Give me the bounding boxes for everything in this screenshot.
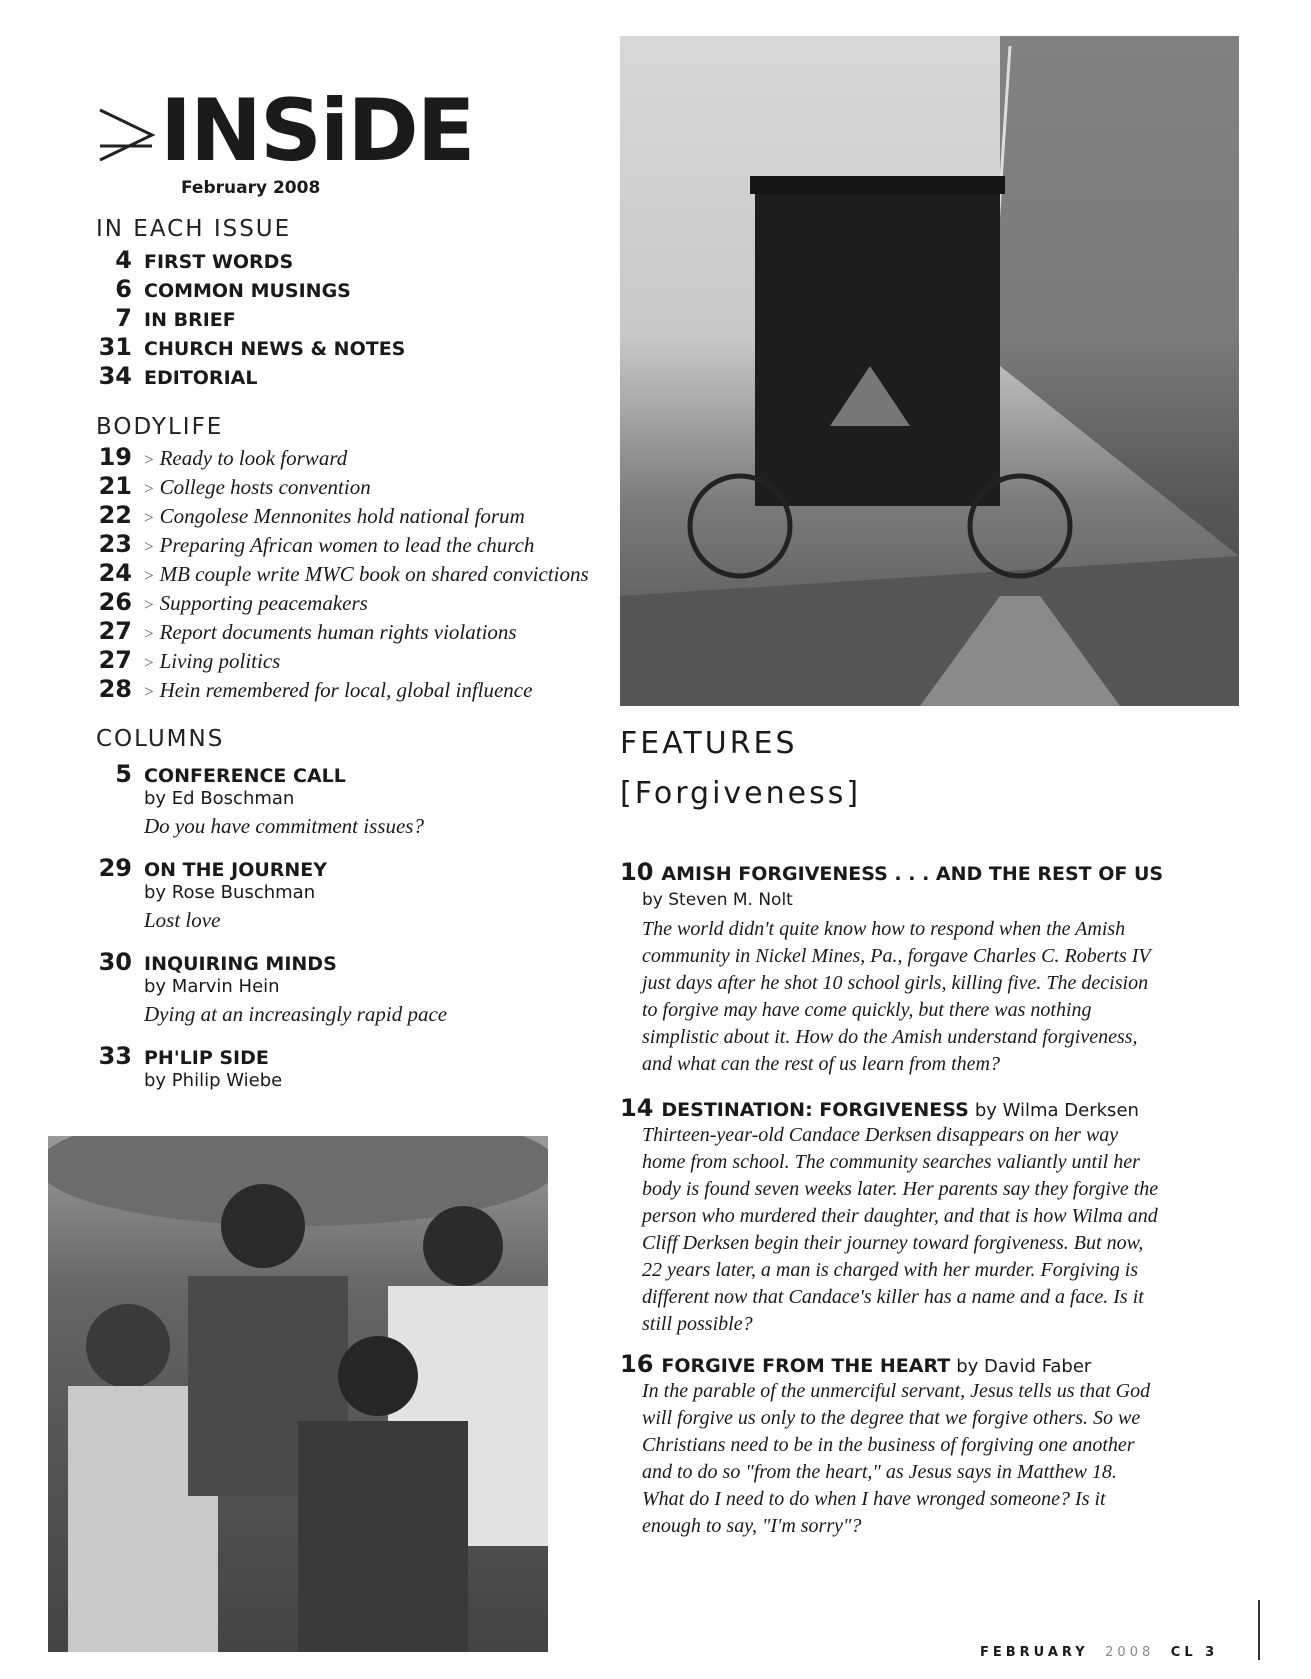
bodylife-heading: BODYLIFE <box>96 414 224 440</box>
bodylife-item-label: Living politics <box>159 649 281 673</box>
inside-arrow-icon <box>96 104 158 166</box>
column-item[interactable] <box>96 1042 269 1070</box>
bodylife-marker: > <box>144 624 154 643</box>
column-item-label: CONFERENCE CALL <box>144 765 346 787</box>
bodylife-item-page: 28 <box>98 675 132 703</box>
issue-item-page: 31 <box>98 333 132 361</box>
in-each-issue-heading: IN EACH ISSUE <box>96 216 292 242</box>
bodylife-marker: > <box>144 566 154 585</box>
bodylife-item[interactable] <box>96 588 368 616</box>
bodylife-item[interactable] <box>96 443 347 471</box>
column-subtitle: Dying at an increasingly rapid pace <box>144 1002 448 1026</box>
issue-item-page: 34 <box>98 362 132 390</box>
column-byline: by Rose Buschman <box>144 882 316 903</box>
bodylife-marker: > <box>144 479 154 498</box>
bodylife-item-page: 21 <box>98 472 132 500</box>
bodylife-marker: > <box>144 595 154 614</box>
columns-heading: COLUMNS <box>96 726 225 752</box>
bodylife-item[interactable] <box>96 675 532 703</box>
column-item[interactable] <box>96 760 346 788</box>
bodylife-item-page: 27 <box>98 646 132 674</box>
footer-page: CL 3 <box>1170 1645 1219 1660</box>
bodylife-item[interactable] <box>96 530 534 558</box>
amish-buggy-photo <box>620 36 1239 706</box>
bodylife-item-page: 27 <box>98 617 132 645</box>
bodylife-marker: > <box>144 537 154 556</box>
features-heading: FEATURES <box>620 726 798 761</box>
bodylife-item-label: Report documents human rights violations <box>159 620 517 644</box>
page-footer <box>980 1645 1218 1660</box>
feature-byline: by Wilma Derksen <box>974 1100 1139 1121</box>
column-item-page: 33 <box>98 1042 132 1070</box>
issue-item[interactable] <box>96 304 236 332</box>
bodylife-item[interactable] <box>96 501 525 529</box>
feature-title: AMISH FORGIVENESS . . . AND THE REST OF US <box>661 863 1164 885</box>
bodylife-item-label: Hein remembered for local, global influence <box>159 678 533 702</box>
issue-item-page: 6 <box>115 275 132 303</box>
bodylife-marker: > <box>144 450 154 469</box>
bodylife-marker: > <box>144 508 154 527</box>
issue-item-label: COMMON MUSINGS <box>144 280 351 302</box>
column-item-page: 29 <box>98 854 132 882</box>
feature-title: FORGIVE FROM THE HEART <box>661 1355 951 1377</box>
page-title: INSiDE <box>160 81 474 181</box>
feature-byline: by David Faber <box>956 1356 1092 1377</box>
column-item-label: PH'LIP SIDE <box>144 1047 269 1069</box>
column-byline: by Ed Boschman <box>144 788 295 809</box>
bodylife-item[interactable] <box>96 559 589 587</box>
bodylife-item-page: 26 <box>98 588 132 616</box>
bodylife-marker: > <box>144 653 154 672</box>
feature-description: Thirteen-year-old Candace Derksen disappears on her way home from school. The community searches valiantly until her body is found seven weeks later. Her parents say they forgive the person who murdered their daughter, and that is how Wilma and Cliff Derksen begin their journey toward forgiveness. But now, 22 years later, a man is charged with her murder. Forgiving is different now that Candace's killer has a name and a face. Is it still possible? <box>642 1124 1159 1335</box>
feature-page: 14 <box>620 1094 654 1122</box>
feature-page: 10 <box>620 858 654 886</box>
column-item-label: ON THE JOURNEY <box>144 859 328 881</box>
issue-item-label: IN BRIEF <box>144 309 236 331</box>
issue-item-page: 4 <box>115 246 132 274</box>
column-byline: by Philip Wiebe <box>144 1070 283 1091</box>
bodylife-item-page: 24 <box>98 559 132 587</box>
bodylife-item-page: 22 <box>98 501 132 529</box>
feature-title: DESTINATION: FORGIVENESS <box>661 1099 969 1121</box>
issue-item[interactable] <box>96 246 293 274</box>
issue-item-label: FIRST WORDS <box>144 251 294 273</box>
bodylife-item-label: Ready to look forward <box>159 446 348 470</box>
issue-item[interactable] <box>96 362 257 390</box>
issue-date: February 2008 <box>181 178 321 198</box>
bodylife-item-label: Supporting peacemakers <box>159 591 368 615</box>
feature-description: The world didn't quite know how to respond when the Amish community in Nickel Mines, Pa., forgave Charles C. Roberts IV just days after he shot 10 school girls, killing five. The decision to forgive may have come quickly, but there was nothing simplistic about it. How do the Amish understand forgiveness, and what can the rest of us learn from them? <box>642 918 1151 1075</box>
footer-year: 2008 <box>1105 1645 1155 1660</box>
african-women-photo <box>48 1136 548 1652</box>
bodylife-marker: > <box>144 682 154 701</box>
footer-month: FEBRUARY <box>980 1645 1089 1660</box>
feature-page: 16 <box>620 1350 654 1378</box>
feature-item[interactable] <box>620 858 1163 886</box>
bodylife-item-page: 19 <box>98 443 132 471</box>
column-item-label: INQUIRING MINDS <box>144 953 337 975</box>
bodylife-item-label: MB couple write MWC book on shared convictions <box>159 562 589 586</box>
bodylife-item[interactable] <box>96 646 280 674</box>
issue-item-page: 7 <box>115 304 132 332</box>
issue-item-label: CHURCH NEWS & NOTES <box>144 338 406 360</box>
column-subtitle: Lost love <box>144 908 221 932</box>
column-byline: by Marvin Hein <box>144 976 280 997</box>
column-item[interactable] <box>96 948 337 976</box>
issue-item[interactable] <box>96 275 351 303</box>
issue-item[interactable] <box>96 333 405 361</box>
issue-item-label: EDITORIAL <box>144 367 258 389</box>
column-item-page: 5 <box>115 760 132 788</box>
feature-description: In the parable of the unmerciful servant, Jesus tells us that God will forgive us only to the degree that we forgive others. So we Christians need to be in the business of forgiving one another and to do so "from the heart," as Jesus says in Matthew 18. What do I need to do when I have wronged someone? Is it enough to say, "I'm sorry"? <box>642 1380 1151 1537</box>
bodylife-item-page: 23 <box>98 530 132 558</box>
feature-item[interactable] <box>620 1094 1139 1122</box>
footer-rule <box>1258 1600 1260 1660</box>
bodylife-item-label: Congolese Mennonites hold national forum <box>159 504 525 528</box>
feature-byline: by Steven M. Nolt <box>642 890 793 910</box>
bodylife-item[interactable] <box>96 472 371 500</box>
bodylife-item-label: College hosts convention <box>159 475 371 499</box>
features-subheading: [Forgiveness] <box>620 776 862 811</box>
feature-item[interactable] <box>620 1350 1091 1378</box>
bodylife-item[interactable] <box>96 617 517 645</box>
column-item[interactable] <box>96 854 327 882</box>
bodylife-item-label: Preparing African women to lead the church <box>159 533 535 557</box>
column-subtitle: Do you have commitment issues? <box>144 814 424 838</box>
column-item-page: 30 <box>98 948 132 976</box>
